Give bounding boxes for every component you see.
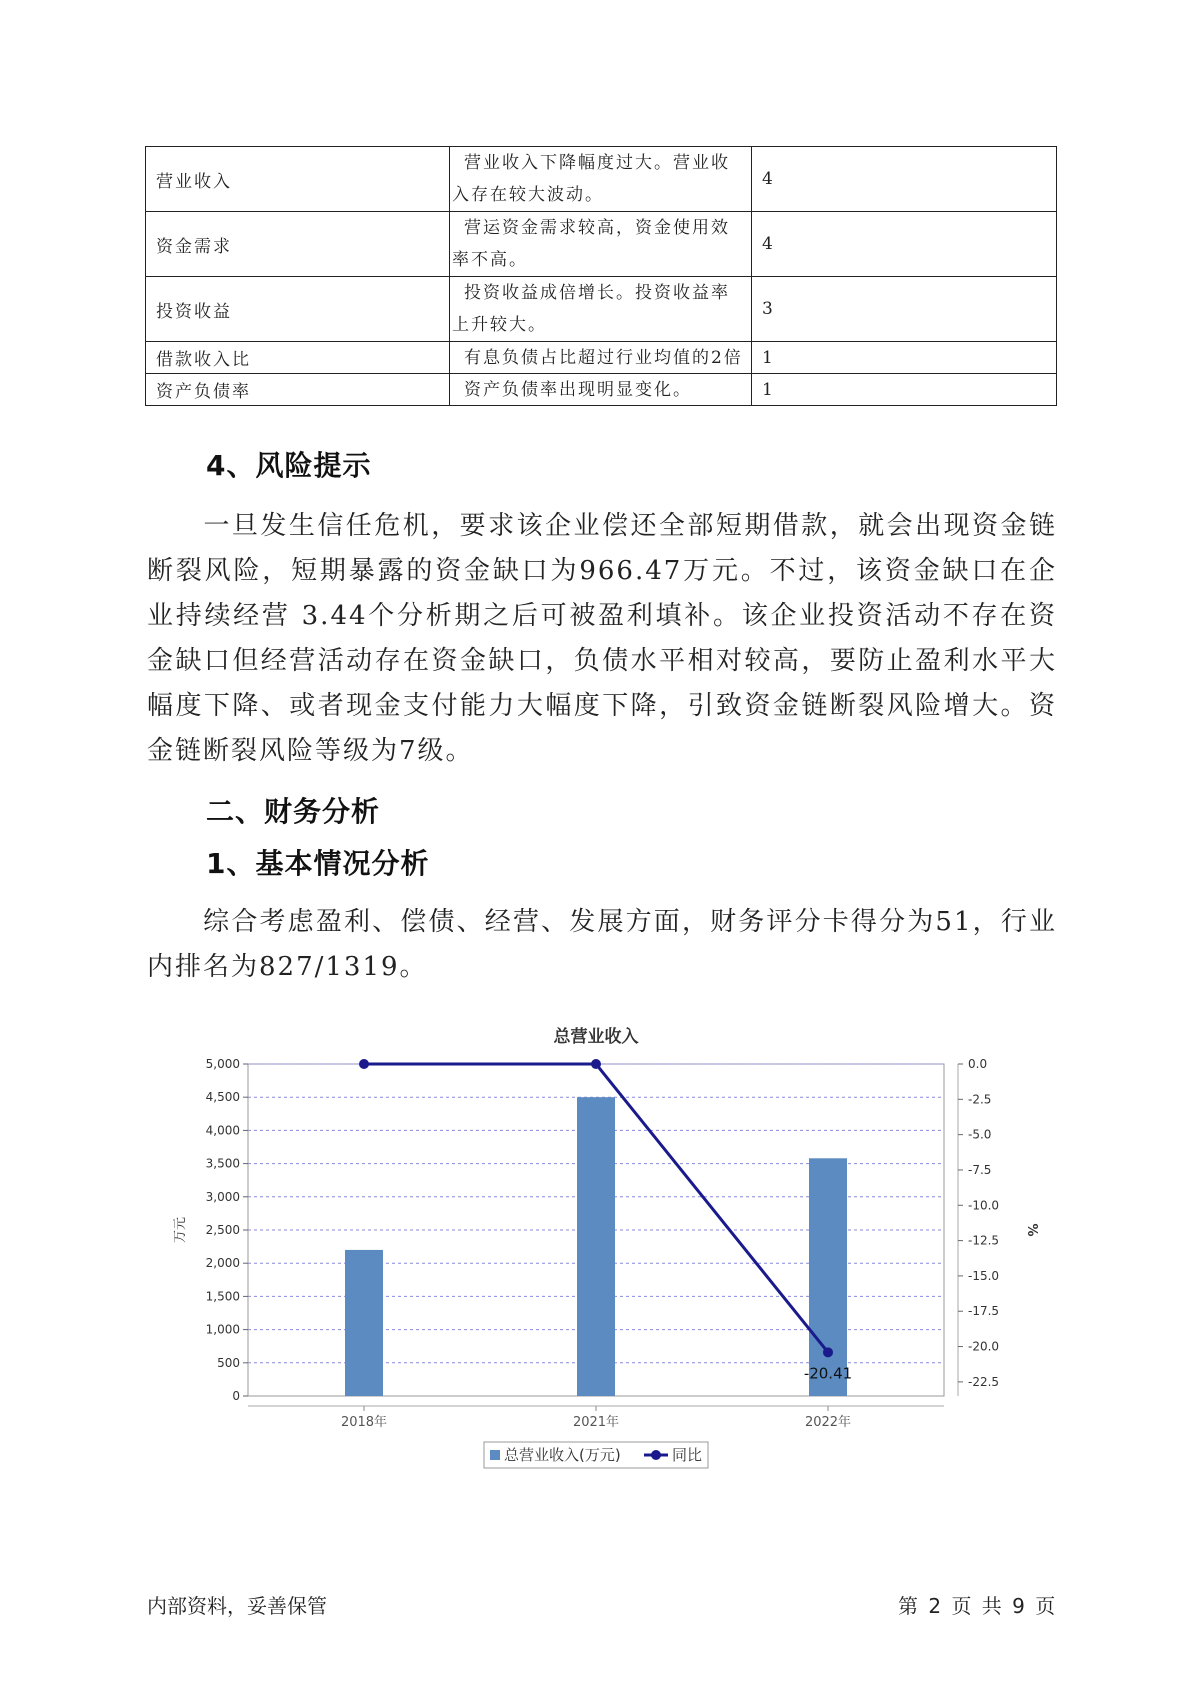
yoy-point-2018年	[359, 1059, 369, 1069]
y2-tick-label: -15.0	[968, 1268, 1000, 1283]
x-tick-label: 2021年	[572, 1415, 620, 1430]
table-cell-desc: 投资收益成倍增长。投资收益率上升较大。	[450, 277, 752, 342]
y-tick-label: 500	[217, 1355, 240, 1370]
risk-indicator-table	[145, 146, 1057, 406]
y2-tick-label: -22.5	[968, 1374, 1000, 1389]
table-cell-item: 资金需求	[146, 212, 450, 277]
y-tick-label: 5,000	[205, 1057, 240, 1071]
table-cell-score: 4	[752, 212, 1057, 277]
legend-line-label: 同比	[672, 1446, 703, 1464]
legend-bar-label: 总营业收入(万元)	[504, 1446, 621, 1464]
footer-confidential: 内部资料，妥善保管	[147, 1594, 327, 1618]
table-cell-desc: 有息负债占比超过行业均值的2倍	[450, 342, 752, 374]
table-cell-desc: 资产负债率出现明显变化。	[450, 374, 752, 406]
y2-tick-label: -20.0	[968, 1339, 1000, 1354]
y2-tick-label: -5.0	[968, 1127, 992, 1142]
y2-tick-label: -10.0	[968, 1198, 1000, 1213]
bar-2021年	[577, 1097, 615, 1396]
basic-analysis-paragraph: 综合考虑盈利、偿债、经营、发展方面，财务评分卡得分为51，行业内排名为827/1319。	[147, 907, 1057, 982]
yoy-data-label: -20.41	[803, 1364, 853, 1383]
table-cell-desc: 营运资金需求较高，资金使用效率不高。	[450, 212, 752, 277]
y2-tick-label: -2.5	[968, 1092, 992, 1107]
y2-tick-label: -12.5	[968, 1233, 1000, 1248]
subsection-heading-basic: 1、基本情况分析	[206, 847, 430, 880]
yoy-point-2021年	[591, 1059, 601, 1069]
y-tick-label: 1,500	[205, 1289, 240, 1304]
bar-2018年	[345, 1250, 383, 1396]
chart-title: 总营业收入	[553, 1027, 639, 1047]
table-cell-item: 投资收益	[146, 277, 450, 342]
y-tick-label: 3,500	[205, 1156, 240, 1171]
table-cell-score: 1	[752, 342, 1057, 374]
bar-2022年	[809, 1158, 847, 1396]
section-heading-risk: 4、风险提示	[206, 449, 372, 482]
table-row	[146, 277, 1057, 342]
table-cell-item: 资产负债率	[146, 374, 450, 406]
table-cell-score: 1	[752, 374, 1057, 406]
y2-tick-label: -7.5	[968, 1162, 992, 1177]
y2-axis-label: %	[1024, 1223, 1039, 1237]
y2-tick-label: 0.0	[968, 1057, 988, 1071]
y-axis-label: 万元	[173, 1216, 188, 1244]
y-tick-label: 1,000	[205, 1322, 240, 1337]
table-cell-score: 4	[752, 147, 1057, 212]
revenue-chart	[170, 1020, 1039, 1484]
table-row	[146, 212, 1057, 277]
table-cell-desc: 营业收入下降幅度过大。营业收入存在较大波动。	[450, 147, 752, 212]
table-row	[146, 374, 1057, 406]
table-row	[146, 147, 1057, 212]
y-tick-label: 4,500	[205, 1090, 240, 1105]
page-number: 第 2 页 共 9 页	[898, 1594, 1056, 1618]
legend-bar-swatch	[490, 1450, 500, 1460]
table-row	[146, 342, 1057, 374]
y-tick-label: 3,000	[205, 1189, 240, 1204]
y2-tick-label: -17.5	[968, 1304, 1000, 1319]
legend-line-marker	[651, 1450, 661, 1460]
yoy-point-2022年	[823, 1347, 833, 1357]
revenue-chart-svg	[170, 1020, 1039, 1480]
table-cell-score: 3	[752, 277, 1057, 342]
y-tick-label: 4,000	[205, 1123, 240, 1138]
risk-paragraph: 一旦发生信任危机，要求该企业偿还全部短期借款，就会出现资金链断裂风险，短期暴露的资金缺口为966.47万元。不过，该资金缺口在企业持续经营 3.44个分析期之后可被盈利填补。该企业投资活动不存在资金缺口但经营活动存在资金缺口，负债水平相对较高，要防止盈利水平大幅度下降、或者现金支付能力大幅度下降，引致资金链断裂风险增大。资金链断裂风险等级为7级。	[147, 511, 1057, 766]
x-tick-label: 2018年	[340, 1415, 388, 1430]
table-cell-item: 营业收入	[146, 147, 450, 212]
section-heading-financial: 二、财务分析	[206, 795, 381, 828]
table-cell-item: 借款收入比	[146, 342, 450, 374]
x-tick-label: 2022年	[804, 1415, 852, 1430]
y-tick-label: 2,000	[205, 1256, 240, 1271]
y-tick-label: 2,500	[205, 1223, 240, 1237]
y-tick-label: 0	[232, 1389, 240, 1403]
